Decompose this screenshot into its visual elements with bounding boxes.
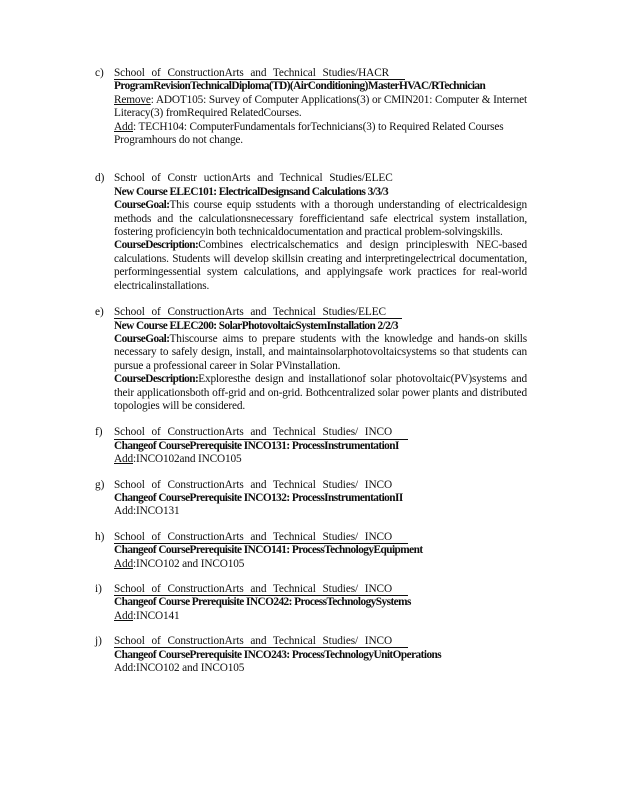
text-segment: Add bbox=[114, 453, 134, 466]
text-segment: Changeof Course Prerequisite INCO242: ProcessTechnologySystems bbox=[114, 596, 411, 609]
item-heading-text: School of ConstructionArts and Technical Studies/HACR bbox=[114, 67, 405, 80]
item-heading bbox=[114, 479, 527, 492]
item-heading-text: School of ConstructionArts and Technical Studies/ INCO bbox=[114, 478, 393, 491]
item-content bbox=[114, 426, 527, 466]
item-content bbox=[114, 583, 527, 623]
item-paragraph bbox=[114, 199, 527, 239]
item-content bbox=[114, 67, 527, 147]
item-letter: j) bbox=[95, 635, 102, 648]
item-paragraph bbox=[114, 440, 527, 453]
text-segment: Add:INCO131 bbox=[114, 505, 180, 518]
text-segment: :INCO102 and INCO105 bbox=[133, 557, 245, 570]
item-heading bbox=[114, 172, 527, 185]
text-segment: CourseDescription: bbox=[114, 373, 199, 386]
item-paragraph bbox=[114, 94, 527, 121]
text-segment: Combines electricalschematics and design principleswith NEC-based calculations. Students will develop skillsin creating and interpretingelectrical documentation, performingessential system calculations, and applyingsafe work practices for real-world electricalinstallations. bbox=[114, 239, 527, 292]
text-segment: Changeof CoursePrerequisite INCO141: ProcessTechnologyEquipment bbox=[114, 544, 423, 557]
item-paragraph bbox=[114, 492, 527, 505]
course-item-g bbox=[95, 479, 527, 519]
item-heading-text: School of ConstructionArts and Technical Studies/ELEC bbox=[114, 306, 402, 319]
item-heading bbox=[114, 635, 527, 648]
item-paragraph bbox=[114, 121, 527, 134]
item-heading-text: School of ConstructionArts and Technical Studies/ INCO bbox=[114, 635, 408, 648]
course-item-i bbox=[95, 583, 527, 623]
course-item-f bbox=[95, 426, 527, 466]
item-heading bbox=[114, 426, 527, 439]
item-content bbox=[114, 531, 527, 571]
item-paragraph bbox=[114, 649, 527, 662]
text-segment: CourseGoal: bbox=[114, 199, 170, 212]
item-content bbox=[114, 635, 527, 675]
text-segment: ProgramRevisionTechnicalDiploma(TD)(AirConditioning)MasterHVAC/RTechnician bbox=[114, 80, 486, 93]
text-segment: Changeof CoursePrerequisite INCO243: ProcessTechnologyUnitOperations bbox=[114, 648, 442, 661]
text-segment: Add:INCO102 and INCO105 bbox=[114, 662, 245, 675]
item-letter: i) bbox=[95, 583, 102, 595]
text-segment: Changeof CoursePrerequisite INCO132: ProcessInstrumentationII bbox=[114, 491, 403, 504]
item-paragraph bbox=[114, 610, 527, 623]
text-segment: Add bbox=[114, 557, 134, 570]
item-letter: g) bbox=[95, 478, 105, 491]
item-heading bbox=[114, 583, 527, 596]
item-heading bbox=[114, 531, 527, 544]
text-segment: This course equip sstudents with a thorough understanding of electricaldesign methods and the calculationsnecessary forefficientand safe electrical system installation, fostering proficiencyin both technicaldocumentation and practical problem-solvingskills. bbox=[114, 199, 527, 239]
item-paragraph bbox=[114, 662, 527, 675]
text-segment: : ADOT105: Survey of Computer Applications(3) or CMIN201: Computer & Internet Literacy(3) fromRequired RelatedCourses. bbox=[114, 93, 527, 120]
item-letter: c) bbox=[95, 67, 104, 79]
item-paragraph bbox=[114, 453, 527, 466]
item-heading-text: School of ConstructionArts and Technical Studies/ INCO bbox=[114, 426, 408, 439]
item-letter: h) bbox=[95, 530, 105, 543]
item-heading bbox=[114, 67, 527, 80]
item-content bbox=[114, 479, 527, 519]
item-paragraph bbox=[114, 373, 527, 413]
item-paragraph bbox=[114, 186, 527, 199]
course-item-e bbox=[95, 306, 527, 413]
item-heading bbox=[114, 306, 527, 319]
item-paragraph bbox=[114, 558, 527, 571]
course-item-j bbox=[95, 635, 527, 675]
text-segment: Programhours do not change. bbox=[114, 134, 243, 147]
text-segment: New Course ELEC101: ElectricalDesignsand Calculations 3/3/3 bbox=[114, 185, 389, 198]
item-heading-text: School of ConstructionArts and Technical Studies/ INCO bbox=[114, 531, 408, 544]
text-segment: Add bbox=[114, 120, 134, 133]
text-segment: Exploresthe design and installationof solar photovoltaic(PV)systems and their applicationsboth off-grid and on-grid. Bothcentralized solar power plants and distributed topologies will be considered. bbox=[114, 373, 527, 412]
text-segment: New Course ELEC200: SolarPhotovoltaicSystemInstallation 2/2/3 bbox=[114, 319, 399, 332]
item-paragraph bbox=[114, 80, 527, 93]
item-paragraph bbox=[114, 505, 527, 518]
text-segment: Add bbox=[114, 609, 134, 622]
text-segment: CourseDescription: bbox=[114, 239, 199, 252]
course-item-c bbox=[95, 67, 527, 147]
item-paragraph bbox=[114, 239, 527, 293]
course-item-d bbox=[95, 172, 527, 293]
item-paragraph bbox=[114, 596, 527, 609]
text-segment: :INCO141 bbox=[133, 609, 180, 622]
text-segment: : TECH104: ComputerFundamentals forTechnicians(3) to Required Related Courses bbox=[133, 120, 504, 133]
item-paragraph bbox=[114, 320, 527, 333]
text-segment: Thiscourse aims to prepare students with the knowledge and hands-on skills necessary to safely design, install, and maintainsolarphotovoltaicsystems so that students can pursue a professional career in Solar PVinstallation. bbox=[114, 332, 527, 372]
course-change-list bbox=[95, 67, 527, 687]
text-segment: :INCO102and INCO105 bbox=[133, 453, 242, 466]
item-content bbox=[114, 306, 527, 413]
text-segment: Remove bbox=[114, 93, 151, 106]
item-paragraph bbox=[114, 134, 527, 147]
item-letter: f) bbox=[95, 426, 103, 439]
text-segment: CourseGoal: bbox=[114, 332, 170, 345]
item-content bbox=[114, 172, 527, 293]
item-paragraph bbox=[114, 544, 527, 557]
item-heading-text: School of Constr uctionArts and Technical Studies/ELEC bbox=[114, 172, 393, 185]
item-letter: e) bbox=[95, 306, 104, 319]
item-heading-text: School of ConstructionArts and Technical Studies/ INCO bbox=[114, 583, 408, 596]
text-segment: Changeof CoursePrerequisite INCO131: ProcessInstrumentationI bbox=[114, 439, 399, 452]
course-item-h bbox=[95, 531, 527, 571]
item-paragraph bbox=[114, 333, 527, 373]
item-letter: d) bbox=[95, 172, 105, 185]
